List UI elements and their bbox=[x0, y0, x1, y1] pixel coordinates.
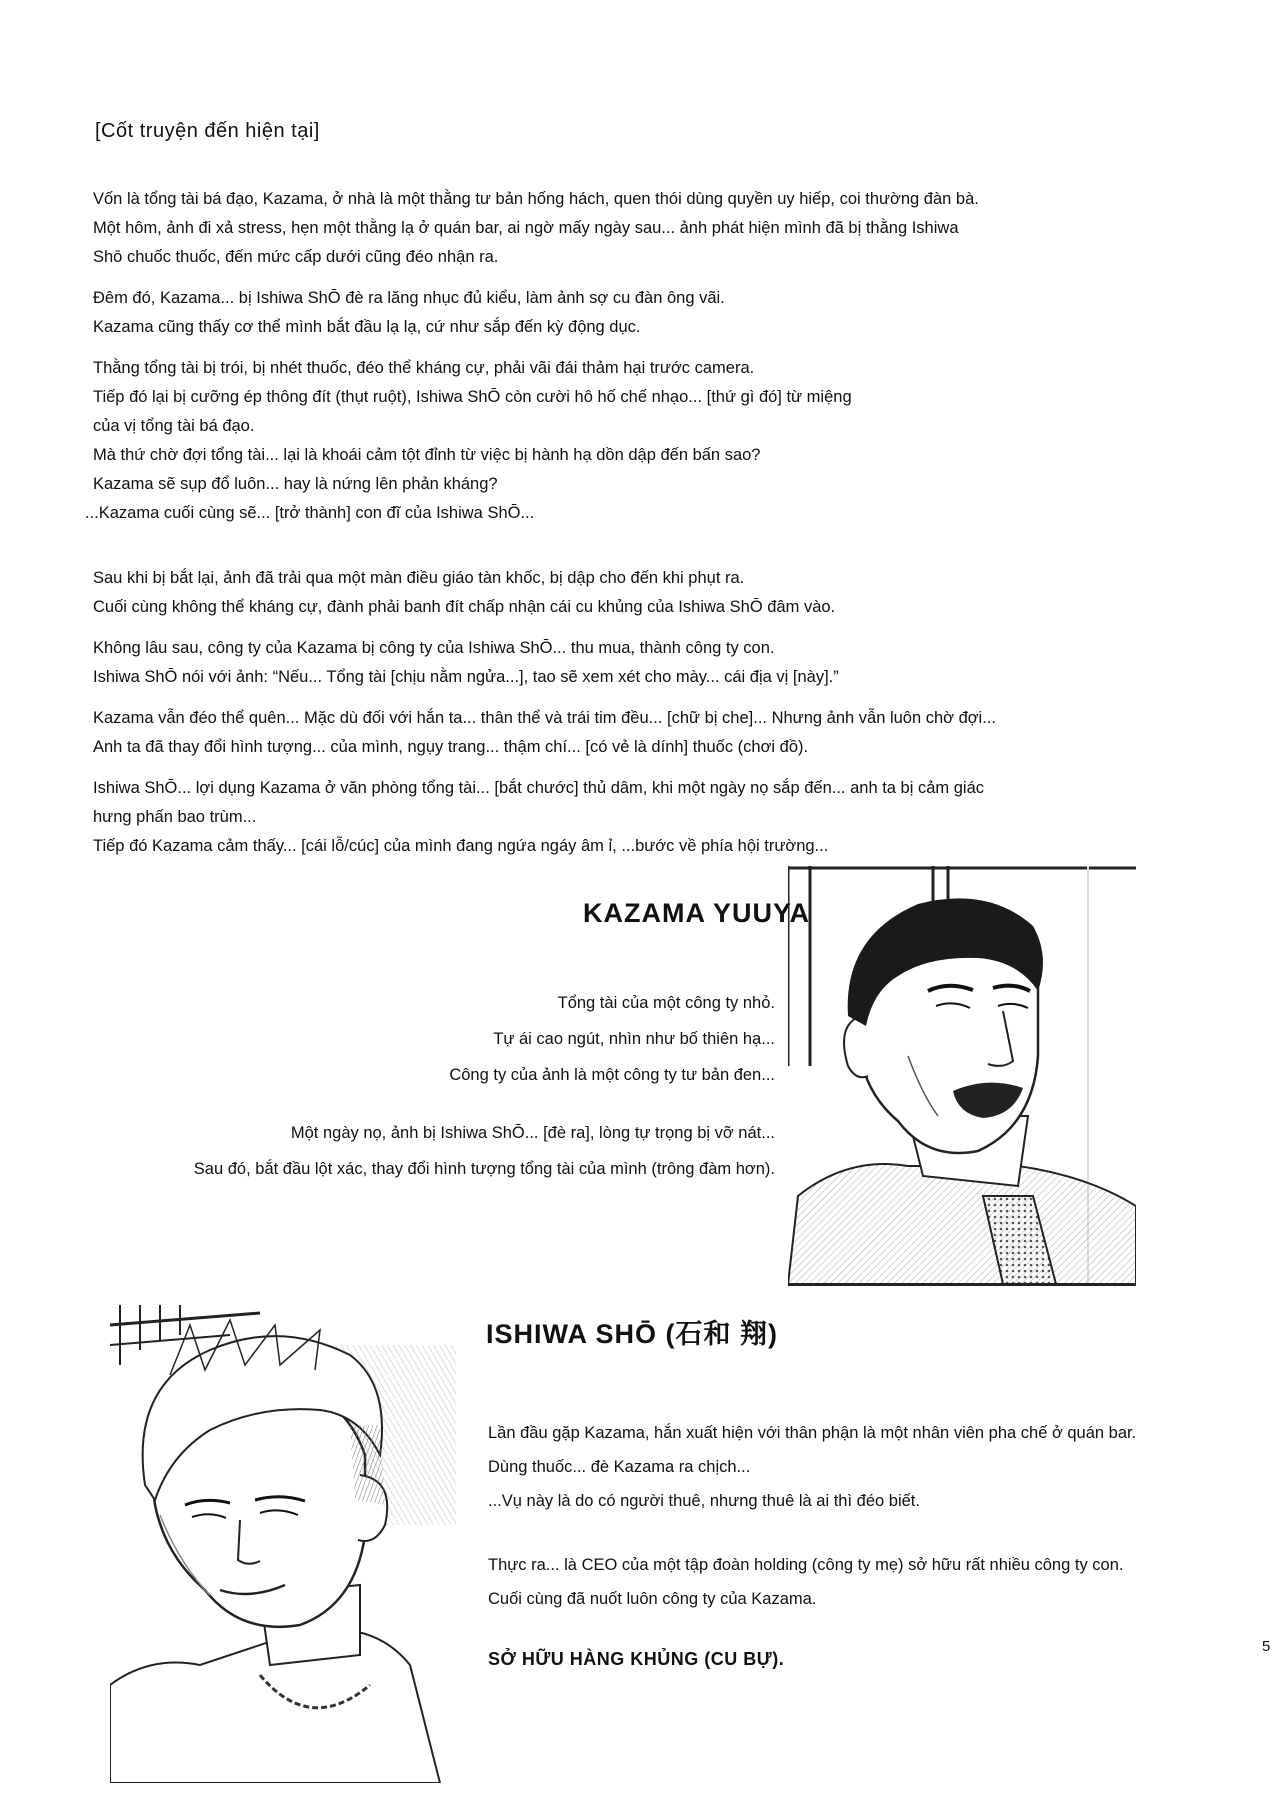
ishiwa-line: Thực ra... là CEO của một tập đoàn holding (công ty mẹ) sở hữu rất nhiều công ty con. bbox=[488, 1556, 1124, 1574]
story-line: Tiếp đó lại bị cưỡng ép thông đít (thụt ruột), Ishiwa ShŌ còn cười hô hố chế nhạo... [thứ gì đó] từ miệng bbox=[93, 388, 852, 406]
ishiwa-line: Dùng thuốc... đè Kazama ra chịch... bbox=[488, 1458, 751, 1476]
story-line: Anh ta đã thay đổi hình tượng... của mình, ngụy trang... thậm chí... [có vẻ là dính] thuốc (chơi đồ). bbox=[93, 738, 809, 756]
ishiwa-portrait-illustration bbox=[110, 1305, 456, 1783]
story-line: Một hôm, ảnh đi xả stress, hẹn một thằng lạ ở quán bar, ai ngờ mấy ngày sau... ảnh phát hiện mình đã bị thằng Ishiwa bbox=[93, 219, 959, 237]
story-line: Đêm đó, Kazama... bị Ishiwa ShŌ đè ra lăng nhục đủ kiểu, làm ảnh sợ cu đàn ông vãi. bbox=[93, 289, 725, 307]
kazama-description bbox=[194, 985, 775, 1187]
story-line: Không lâu sau, công ty của Kazama bị công ty của Ishiwa ShŌ... thu mua, thành công ty con. bbox=[93, 639, 775, 657]
story-line: Thằng tổng tài bị trói, bị nhét thuốc, đéo thể kháng cự, phải vãi đái thảm hại trước camera. bbox=[93, 359, 755, 377]
story-summary bbox=[85, 185, 1093, 861]
kazama-line: Tổng tài của một công ty nhỏ. bbox=[557, 994, 775, 1012]
story-line: Kazama vẫn đéo thể quên... Mặc dù đối với hắn ta... thân thể và trái tim đều... [chữ bị che]... Nhưng ảnh vẫn luôn chờ đợi... bbox=[93, 709, 996, 727]
story-line: của vị tổng tài bá đạo. bbox=[93, 417, 255, 435]
story-line: Cuối cùng không thể kháng cự, đành phải banh đít chấp nhận cái cu khủng của Ishiwa ShŌ đâm vào. bbox=[93, 598, 836, 616]
story-line: Ishiwa ShŌ nói với ảnh: “Nếu... Tổng tài [chịu nằm ngửa...], tao sẽ xem xét cho mày... cái địa vị [này].” bbox=[93, 668, 839, 686]
story-heading: [Cốt truyện đến hiện tại] bbox=[95, 120, 320, 142]
story-line: Shō chuốc thuốc, đến mức cấp dưới cũng đéo nhận ra. bbox=[93, 248, 499, 266]
story-line: Kazama sẽ sụp đổ luôn... hay là nứng lên phản kháng? bbox=[93, 475, 498, 493]
story-line: Ishiwa ShŌ... lợi dụng Kazama ở văn phòng tổng tài... [bắt chước] thủ dâm, khi một ngày nọ sắp đến... anh ta bị cảm giác bbox=[93, 779, 984, 797]
story-line: ...Kazama cuối cùng sẽ... [trở thành] con đĩ của Ishiwa ShŌ... bbox=[85, 504, 535, 522]
ishiwa-tagline: SỞ HỮU HÀNG KHỦNG (CU BỰ). bbox=[488, 1649, 785, 1669]
ishiwa-line: ...Vụ này là do có người thuê, nhưng thuê là ai thì đéo biết. bbox=[488, 1492, 920, 1510]
story-line: Mà thứ chờ đợi tổng tài... lại là khoái cảm tột đỉnh từ việc bị hành hạ dồn dập đến bấn sao? bbox=[93, 446, 761, 464]
story-line: Kazama cũng thấy cơ thể mình bắt đầu lạ lạ, cứ như sắp đến kỳ động dục. bbox=[93, 318, 641, 336]
kazama-name: KAZAMA YUUYA bbox=[583, 898, 811, 928]
ishiwa-line: Lần đầu gặp Kazama, hắn xuất hiện với thân phận là một nhân viên pha chế ở quán bar. bbox=[488, 1424, 1137, 1442]
kazama-line: Công ty của ảnh là một công ty tư bản đen... bbox=[449, 1066, 775, 1084]
story-line: Sau khi bị bắt lại, ảnh đã trải qua một màn điều giáo tàn khốc, bị dập cho đến khi phụt ra. bbox=[93, 569, 745, 587]
page-number: 5 bbox=[1262, 1638, 1271, 1655]
kazama-portrait-illustration bbox=[788, 866, 1136, 1286]
ishiwa-description bbox=[488, 1416, 1136, 1676]
story-line: Tiếp đó Kazama cảm thấy... [cái lỗ/cúc] của mình đang ngứa ngáy âm ỉ, ...bước về phía hội trường... bbox=[93, 837, 829, 855]
kazama-line: Một ngày nọ, ảnh bị Ishiwa ShŌ... [đè ra], lòng tự trọng bị vỡ nát... bbox=[290, 1124, 775, 1142]
ishiwa-name: ISHIWA SHŌ (石和 翔) bbox=[486, 1319, 778, 1349]
story-line: Vốn là tổng tài bá đạo, Kazama, ở nhà là một thằng tư bản hống hách, quen thói dùng quyền uy hiếp, coi thường đàn bà. bbox=[93, 190, 979, 208]
story-line: hưng phấn bao trùm... bbox=[93, 808, 257, 826]
kazama-line: Tự ái cao ngút, nhìn như bố thiên hạ... bbox=[493, 1030, 775, 1048]
kazama-line: Sau đó, bắt đầu lột xác, thay đổi hình tượng tổng tài của mình (trông đàm hơn). bbox=[193, 1160, 775, 1178]
ishiwa-line: Cuối cùng đã nuốt luôn công ty của Kazama. bbox=[488, 1590, 817, 1608]
